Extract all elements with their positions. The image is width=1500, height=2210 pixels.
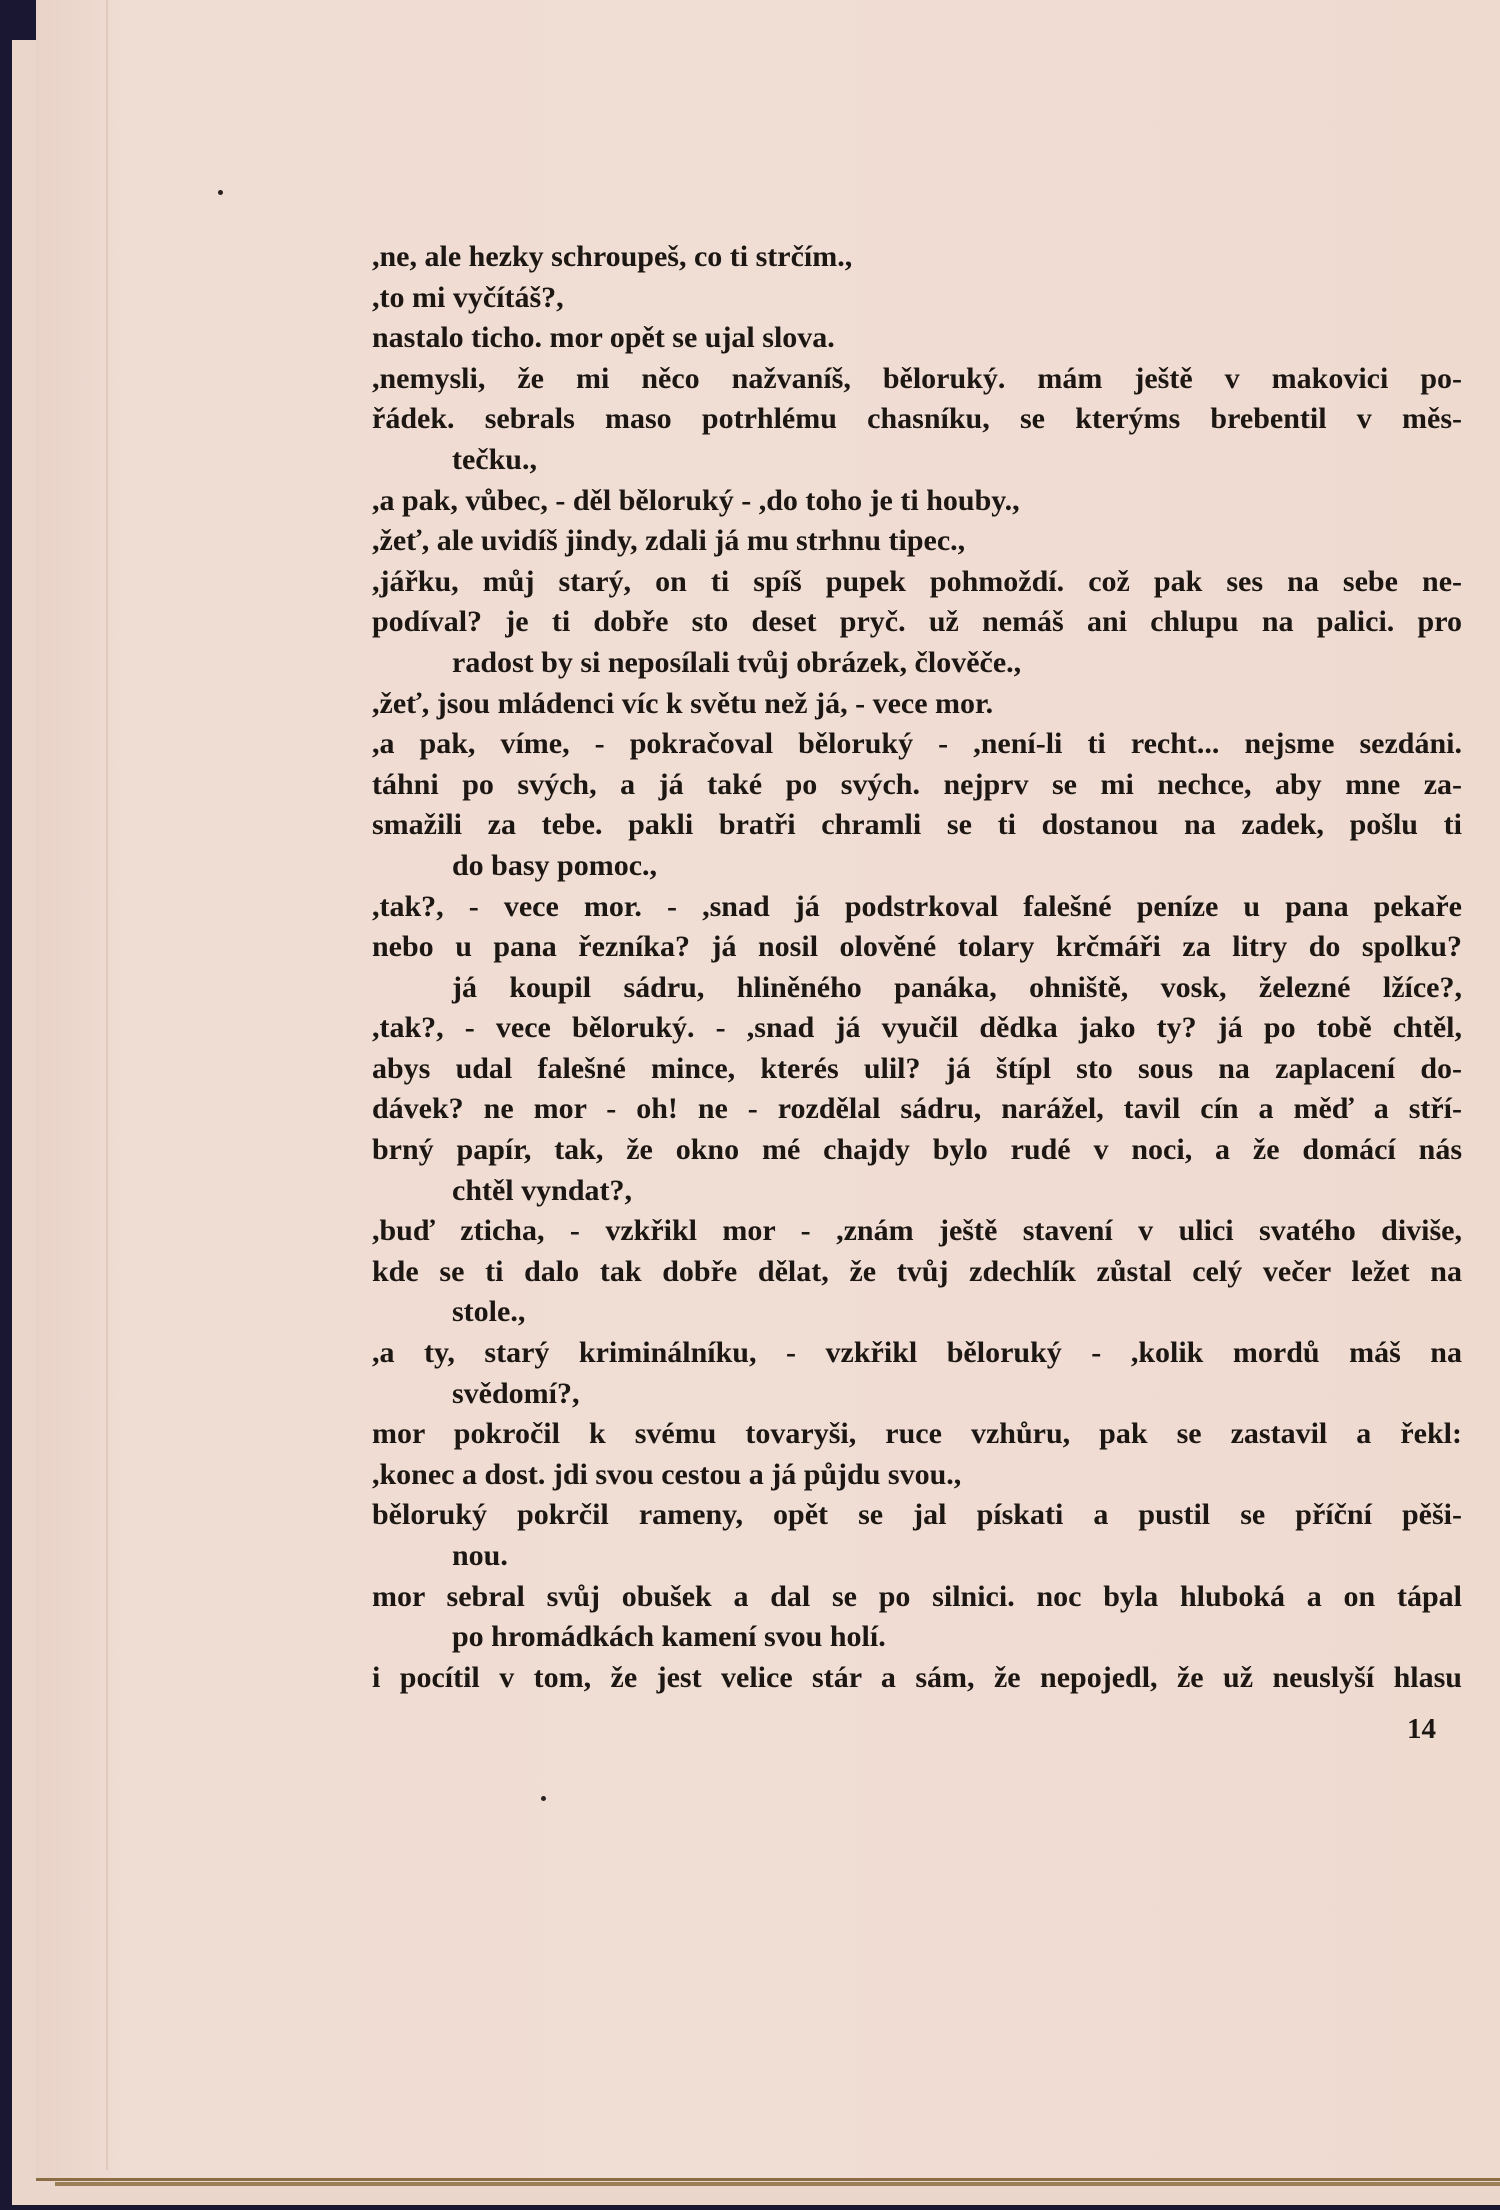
text-line: stole., — [452, 1295, 526, 1329]
text-line: mor sebral svůj obušek a dal se po silnici. noc byla hluboká a on tápal — [372, 1579, 1462, 1613]
text-line: nastalo ticho. mor opět se ujal slova. — [372, 321, 835, 355]
text-line: ,tak?, - vece mor. - ,snad já podstrkoval falešné peníze u pana pekaře — [372, 889, 1462, 923]
text-line: abys udal falešné mince, kterés ulil? já štípl sto sous na zaplacení do- — [372, 1051, 1462, 1085]
text-line: mor pokročil k svému tovaryši, ruce vzhůru, pak se zastavil a řekl: — [372, 1417, 1462, 1451]
text-line: po hromádkách kamení svou holí. — [452, 1620, 886, 1654]
text-line: kde se ti dalo tak dobře dělat, že tvůj zdechlík zůstal celý večer ležet na — [372, 1254, 1462, 1288]
text-line: ,a pak, víme, - pokračoval běloruký - ,není-li ti recht... nejsme sezdáni. — [372, 727, 1462, 761]
text-line: brný papír, tak, že okno mé chajdy bylo rudé v noci, a že domácí nás — [372, 1133, 1462, 1167]
text-line: ,a pak, vůbec, - děl běloruký - ,do toho je ti houby., — [372, 483, 1020, 517]
text-line: táhni po svých, a já také po svých. nejprv se mi nechce, aby mne za- — [372, 767, 1462, 801]
text-line: do basy pomoc., — [452, 848, 658, 882]
text-line: nebo u pana řezníka? já nosil olověné tolary krčmáři za litry do spolku? — [372, 930, 1462, 964]
text-line: ,žeť, ale uvidíš jindy, zdali já mu strhnu tipec., — [372, 524, 966, 558]
text-line: ,tak?, - vece běloruký. - ,snad já vyučil dědka jako ty? já po tobě chtěl, — [372, 1011, 1462, 1045]
text-line: řádek. sebrals maso potrhlému chasníku, se kterýms brebentil v měs- — [372, 402, 1462, 436]
text-line: ,nemysli, že mi něco nažvaníš, běloruký. mám ještě v makovici po- — [372, 361, 1462, 395]
text-line: chtěl vyndat?, — [452, 1173, 632, 1207]
text-line: ,konec a dost. jdi svou cestou a já půjdu svou., — [372, 1457, 962, 1491]
page-bottom-edge — [55, 2182, 1500, 2186]
text-line: svědomí?, — [452, 1376, 580, 1410]
text-line: podíval? je ti dobře sto deset pryč. už nemáš ani chlupu na palici. pro — [372, 605, 1462, 639]
text-line: běloruký pokrčil rameny, opět se jal pískati a pustil se příční pěši- — [372, 1498, 1462, 1532]
text-line: ,žeť, jsou mládenci víc k světu než já, - vece mor. — [372, 686, 994, 720]
page-fold — [106, 0, 108, 2170]
text-line: radost by si neposílali tvůj obrázek, člověče., — [452, 645, 1022, 679]
body-text — [372, 237, 1462, 1698]
text-line: ,buď zticha, - vzkřikl mor - ,znám ještě stavení v ulici svatého diviše, — [372, 1214, 1462, 1248]
text-line: ,jářku, můj starý, on ti spíš pupek pohmoždí. což pak ses na sebe ne- — [372, 564, 1462, 598]
text-line: smažili za tebe. pakli bratři chramli se ti dostanou na zadek, pošlu ti — [372, 808, 1462, 842]
text-line: i pocítil v tom, že jest velice stár a sám, že nepojedl, že už neuslyší hlasu — [372, 1660, 1462, 1694]
text-line: ,ne, ale hezky schroupeš, co ti strčím., — [372, 240, 853, 273]
paper-speck — [541, 1796, 546, 1801]
text-line: dávek? ne mor - oh! ne - rozdělal sádru, narážel, tavil cín a měď a stří- — [372, 1092, 1462, 1126]
text-line: nou. — [452, 1539, 508, 1572]
page-number: 14 — [1407, 1713, 1436, 1745]
text-line: ,to mi vyčítáš?, — [372, 280, 564, 314]
text-line: já koupil sádru, hliněného panáka, ohniště, vosk, železné lžíce?, — [452, 970, 1462, 1004]
text-line: ,a ty, starý kriminálníku, - vzkřikl běloruký - ,kolik mordů máš na — [372, 1336, 1462, 1370]
text-line: tečku., — [452, 442, 537, 476]
paper-speck — [218, 190, 223, 195]
